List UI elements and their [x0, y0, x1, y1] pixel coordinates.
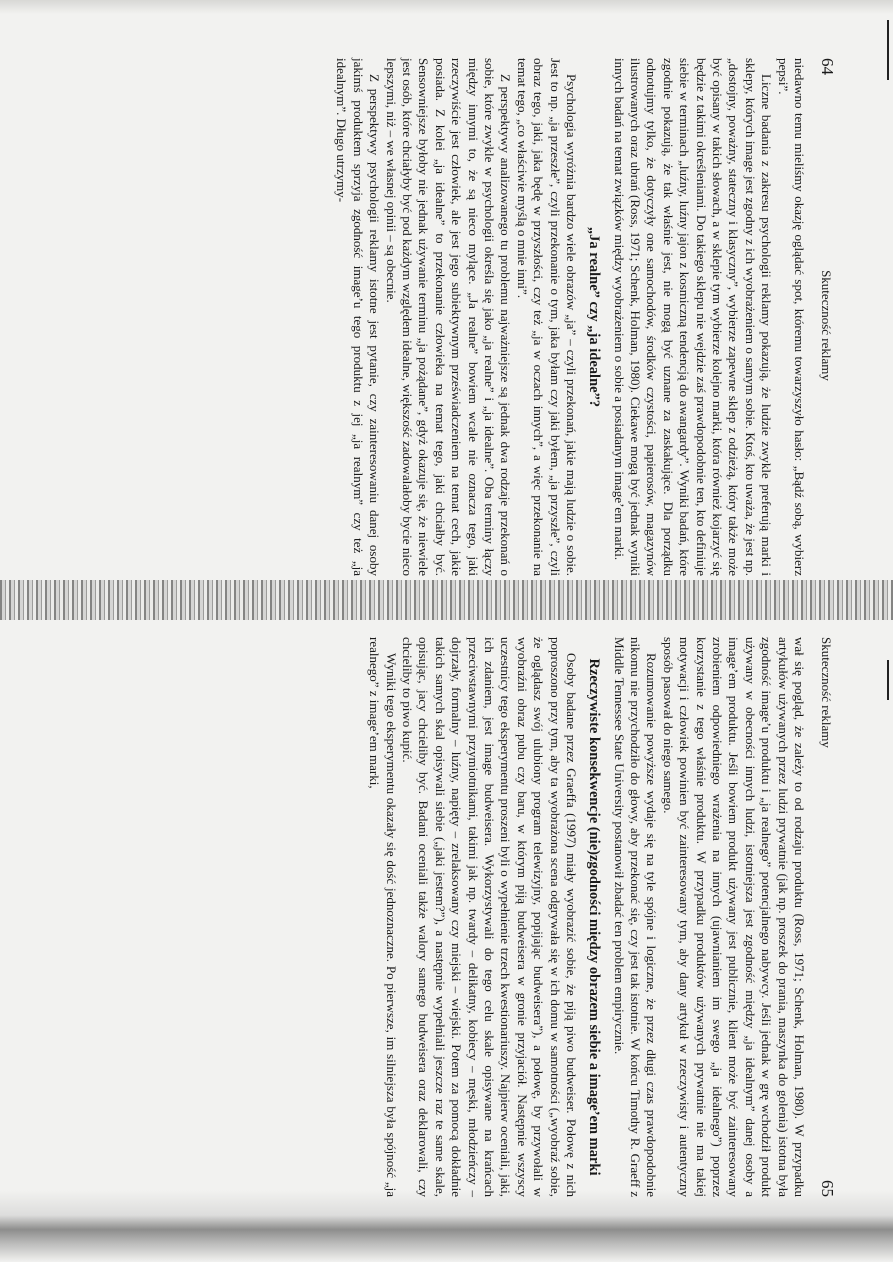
scan-edge-mark [887, 20, 889, 80]
right-running-header [817, 637, 837, 1197]
left-text-column [333, 58, 807, 576]
paragraph: Z perspektywy analizowanego tu problemu najważniejsze są jednak dwa rodzaje przekonań o sobie, które zwykle w psychologii określa się jako „ja realne” i „ja idealne”. Oba terminy łączy między innymi to, że są nieco mylące. „Ja realne” bowiem wcale nie oznacza tego, jaki rzeczywiście jest człowiek, ale jest jego subiektywnym przeświadczeniem na temat cech, jakie posiada. Z kolei „ja idealne” to przekonanie człowieka na temat tego, jaki chciałby być. Sensowniejsze byłoby nie jednak używanie terminu „ja pożądane”, gdyż okazuje się, że niewiele jest osób, które chciałyby być pod każdym względem idealne, większość zadowalałoby bycie nieco lepszymi, niż – we własnej opinii – są obecnie. [383, 58, 514, 576]
paragraph: niedawno temu mieliśmy okazję oglądać spot, któremu towarzyszyło hasło: „Bądź sobą, wybierz pepsi”. [775, 58, 807, 576]
scan-bottom-edge [0, 1190, 893, 1262]
right-page [367, 637, 837, 1197]
paragraph: Rozumowanie powyższe wydaje się na tyle spójne i logiczne, że przez długi czas prawdopodobnie nikomu nie przychodziło do głowy, aby przekonać się, czy jest tak istotnie. W końcu Timothy R. Graeff z Middle Tennessee State University postanowił zbadać ten problem empirycznie. [611, 637, 660, 1197]
scan-edge-mark [887, 660, 889, 700]
running-head: Skuteczność reklamy [819, 637, 834, 748]
section-heading: Rzeczywiste konsekwencje (nie)zgodności między obrazem siebie a image’em marki [586, 658, 603, 1176]
paragraph: Liczne badania z zakresu psychologii reklamy pokazują, że ludzie zwykle preferują marki i sklepy, których image jest zgodny z ich wyobrażeniem o samym sobie. Ktoś, kto uważa, że jest np. „dostojny, poważny, stateczny i klasyczny”, wybierze zapewne sklep z odzieżą, który także może być opisany w takich słowach, a w sklepie tym wybierze kolejno marki, która również kojarzyć się będzie z takimi określeniami. Do takiego sklepu nie wejdzie zaś prawdopodobnie ten, kto definiuje siebie w terminach „luźny, luźny jajon z kosmiczną tendencją do awangardy”. Wyniki badań, które zgodnie pokazują, że tak właśnie jest, nie mogą być uznane za zaskakujące. Dla porządku odnotujmy tylko, że dotyczyły one samochodów, środków czystości, papierosów, magazynów ilustrowanych oraz ubrań (Ross, 1971; Schenk, Holman, 1980). Ciekawe mogą być jednak wyniki innych badań na temat związków między wyobrażeniem o sobie a posiadanym image’em marki. [611, 58, 775, 576]
paragraph: Psychologia wyróżnia bardzo wiele obrazów „ja” – czyli przekonań, jakie mają ludzie o sobie. Jest to np. „ja przeszłe”, czyli przekonanie o tym, jaka byłam czy jaki byłem, „ja przyszłe”, czyli obraz tego, jaki, jaka będę w przyszłości, czy też „ja w oczach innych”, a więc przekonanie na temat tego, „co właściwie myślą o mnie inni”. [514, 58, 580, 576]
left-running-header [817, 58, 837, 576]
paragraph: wał się pogląd, że zależy to od rodzaju produktu (Ross, 1971; Schenk, Holman, 1980). W przypadku artykułów używanych przez ludzi prywatnie (jak np. proszek do prania, maszynka do golenia) istotna była zgodność image’u produktu i „ja realnego” potencjalnego nabywcy. Jeśli jednak w grę wchodził produkt używany w obecności innych ludzi, istotniejsza jest zgodność między „ja idealnym” danej osoby a image’em produktu. Jeśli bowiem produkt używany jest publicznie, klient może być zainteresowany zrobieniem odpowiedniego wrażenia na innych (ujawnianiem im swego „ja idealnego”) poprzez korzystanie z tego właśnie produktu. W przypadku produktów używanych prywatnie nie ma takiej motywacji i człowiek powinien być zainteresowany tym, aby dany artykuł w rzeczywisty i autentyczny sposób pasował do niego samego. [660, 637, 807, 1197]
paragraph: Z perspektywy psychologii reklamy istotne jest pytanie, czy zainteresowaniu danej osoby jakimś produktem sprzyja zgodność image’u tego produktu z jej „ja realnym” czy też „ja idealnym”. Długo utrzymy- [334, 58, 383, 576]
scan-top-edge [0, 0, 893, 14]
page-number: 65 [818, 1180, 837, 1197]
paragraph: Wyniki tego eksperymentu okazały się dość jednoznaczne. Po pierwsze, im silniejsza była spójność „ja realnego” z image’em marki, [367, 637, 399, 1197]
book-gutter-shadow [0, 580, 893, 620]
section-heading: „Ja realne” czy „ja idealne”? [586, 226, 603, 408]
page-number: 64 [818, 58, 837, 75]
paragraph: Osoby badane przez Graeffa (1997) miały wyobrazić sobie, że piją piwo budweiser. Połowę z nich poproszono przy tym, aby ta wyobrażona scena odgrywała się w ich domu w samotności („wyobraź sobie, że oglądasz swój ulubiony program telewizyjny, popijając budweisera”), a połowę, by przywołali w wyobraźni obraz pubu czy baru, w którym piją budweisera w gronie przyjaciół. Następnie wszyscy uczestnicy tego eksperymentu proszeni byli o wypełnienie trzech kwestionariuszy. Najpierw oceniali, jaki, ich zdaniem, jest image budweisera. Wykorzystywali do tego celu skale opisywane na krańcach przeciwstawnymi przymiotnikami, takimi jak np. twardy – delikatny, kobiecy – męski, młodzieńczy – dojrzały, formalny – luźny, napięty – zrelaksowany czy miejski – wiejski. Potem za pomocą dokładnie takich samych skal opisywali siebie („jaki jestem?”), a następnie wypełniali jeszcze raz te same skale, opisując, jacy chcieliby być. Badani oceniali także walory samego budweisera oraz deklarowali, czy chcieliby to piwo kupić. [400, 637, 580, 1197]
right-text-column [366, 637, 807, 1197]
left-page [334, 58, 837, 576]
running-head: Skuteczność reklamy [819, 270, 834, 381]
